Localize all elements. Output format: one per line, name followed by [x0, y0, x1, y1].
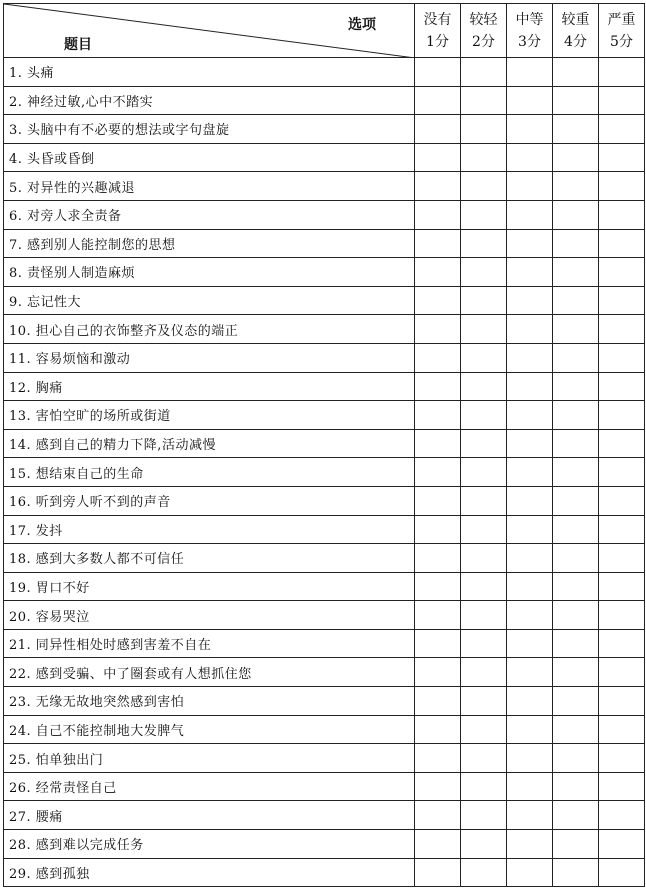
question-text: 27. 腰痛	[4, 801, 415, 830]
rating-cell-mild[interactable]	[461, 86, 507, 115]
rating-cell-moderate[interactable]	[507, 115, 553, 144]
rating-cell-extreme[interactable]	[599, 200, 645, 229]
rating-cell-moderate[interactable]	[507, 772, 553, 801]
symptom-rating-table	[3, 3, 645, 887]
rating-cell-mild[interactable]	[461, 58, 507, 87]
question-text: 15. 想结束自己的生命	[4, 458, 415, 487]
option-name: 较轻	[469, 11, 498, 28]
rating-cell-mild[interactable]	[461, 172, 507, 201]
rating-cell-extreme[interactable]	[599, 515, 645, 544]
rating-cell-mild[interactable]	[461, 629, 507, 658]
question-text: 12. 胸痛	[4, 372, 415, 401]
table-row	[4, 143, 645, 172]
rating-cell-none[interactable]	[415, 801, 461, 830]
table-row	[4, 58, 645, 87]
rating-cell-extreme[interactable]	[599, 715, 645, 744]
table-row	[4, 601, 645, 630]
question-text: 25. 怕单独出门	[4, 744, 415, 773]
rating-cell-mild[interactable]	[461, 372, 507, 401]
option-score: 2分	[472, 33, 495, 50]
question-text: 8. 责怪别人制造麻烦	[4, 258, 415, 287]
question-text: 21. 同异性相处时感到害羞不自在	[4, 629, 415, 658]
table-row	[4, 200, 645, 229]
table-row	[4, 629, 645, 658]
rating-cell-none[interactable]	[415, 515, 461, 544]
table-row	[4, 258, 645, 287]
question-text: 26. 经常责怪自己	[4, 772, 415, 801]
table-row	[4, 830, 645, 859]
rating-cell-mild[interactable]	[461, 515, 507, 544]
rating-cell-mild[interactable]	[461, 229, 507, 258]
option-name: 没有	[423, 11, 452, 28]
rating-cell-mild[interactable]	[461, 458, 507, 487]
question-text: 7. 感到别人能控制您的思想	[4, 229, 415, 258]
rating-cell-none[interactable]	[415, 744, 461, 773]
table-row	[4, 515, 645, 544]
rating-cell-none[interactable]	[415, 458, 461, 487]
rating-cell-mild[interactable]	[461, 687, 507, 716]
question-text: 28. 感到难以完成任务	[4, 830, 415, 859]
table-row	[4, 572, 645, 601]
rating-cell-mild[interactable]	[461, 343, 507, 372]
option-header-none	[415, 4, 461, 58]
rating-cell-moderate[interactable]	[507, 343, 553, 372]
question-rows	[4, 58, 645, 887]
rating-cell-mild[interactable]	[461, 772, 507, 801]
rating-cell-severe[interactable]	[553, 658, 599, 687]
rating-cell-severe[interactable]	[553, 601, 599, 630]
rating-cell-moderate[interactable]	[507, 858, 553, 887]
table-row	[4, 229, 645, 258]
rating-cell-none[interactable]	[415, 601, 461, 630]
rating-cell-moderate[interactable]	[507, 629, 553, 658]
rating-cell-none[interactable]	[415, 143, 461, 172]
rating-cell-mild[interactable]	[461, 200, 507, 229]
rating-cell-severe[interactable]	[553, 772, 599, 801]
question-text: 29. 感到孤独	[4, 858, 415, 887]
rating-cell-extreme[interactable]	[599, 629, 645, 658]
items-header-label: 题目	[64, 37, 92, 53]
rating-cell-extreme[interactable]	[599, 315, 645, 344]
rating-cell-mild[interactable]	[461, 286, 507, 315]
rating-cell-none[interactable]	[415, 200, 461, 229]
rating-cell-mild[interactable]	[461, 801, 507, 830]
rating-cell-moderate[interactable]	[507, 286, 553, 315]
question-text: 22. 感到受骗、中了圈套或有人想抓住您	[4, 658, 415, 687]
rating-cell-severe[interactable]	[553, 515, 599, 544]
rating-cell-moderate[interactable]	[507, 544, 553, 573]
option-name: 严重	[607, 11, 636, 28]
rating-cell-severe[interactable]	[553, 458, 599, 487]
rating-cell-none[interactable]	[415, 658, 461, 687]
question-text: 20. 容易哭泣	[4, 601, 415, 630]
option-name: 较重	[561, 11, 590, 28]
table-row	[4, 458, 645, 487]
rating-cell-severe[interactable]	[553, 372, 599, 401]
rating-cell-none[interactable]	[415, 572, 461, 601]
question-text: 19. 胃口不好	[4, 572, 415, 601]
rating-cell-none[interactable]	[415, 687, 461, 716]
rating-cell-moderate[interactable]	[507, 143, 553, 172]
rating-cell-severe[interactable]	[553, 572, 599, 601]
rating-cell-mild[interactable]	[461, 143, 507, 172]
table-row	[4, 715, 645, 744]
rating-cell-extreme[interactable]	[599, 229, 645, 258]
rating-cell-severe[interactable]	[553, 801, 599, 830]
rating-cell-severe[interactable]	[553, 115, 599, 144]
rating-cell-mild[interactable]	[461, 858, 507, 887]
rating-cell-moderate[interactable]	[507, 401, 553, 430]
rating-cell-severe[interactable]	[553, 687, 599, 716]
rating-cell-moderate[interactable]	[507, 801, 553, 830]
rating-cell-mild[interactable]	[461, 715, 507, 744]
rating-cell-mild[interactable]	[461, 115, 507, 144]
option-score: 3分	[518, 33, 541, 50]
rating-cell-moderate[interactable]	[507, 830, 553, 859]
rating-cell-none[interactable]	[415, 715, 461, 744]
rating-cell-moderate[interactable]	[507, 315, 553, 344]
question-text: 10. 担心自己的衣饰整齐及仪态的端正	[4, 315, 415, 344]
option-name: 中等	[515, 11, 544, 28]
rating-cell-moderate[interactable]	[507, 200, 553, 229]
rating-cell-mild[interactable]	[461, 486, 507, 515]
rating-cell-none[interactable]	[415, 858, 461, 887]
table-row	[4, 858, 645, 887]
rating-cell-extreme[interactable]	[599, 830, 645, 859]
question-text: 17. 发抖	[4, 515, 415, 544]
option-header-severe	[553, 4, 599, 58]
rating-cell-moderate[interactable]	[507, 658, 553, 687]
rating-cell-extreme[interactable]	[599, 343, 645, 372]
rating-cell-extreme[interactable]	[599, 801, 645, 830]
option-score: 5分	[610, 33, 633, 50]
rating-cell-extreme[interactable]	[599, 86, 645, 115]
question-text: 6. 对旁人求全责备	[4, 200, 415, 229]
rating-cell-none[interactable]	[415, 286, 461, 315]
rating-cell-severe[interactable]	[553, 486, 599, 515]
rating-cell-moderate[interactable]	[507, 372, 553, 401]
header-row	[4, 4, 645, 58]
rating-cell-severe[interactable]	[553, 315, 599, 344]
rating-cell-mild[interactable]	[461, 544, 507, 573]
rating-cell-extreme[interactable]	[599, 115, 645, 144]
rating-cell-moderate[interactable]	[507, 429, 553, 458]
question-text: 24. 自己不能控制地大发脾气	[4, 715, 415, 744]
rating-cell-mild[interactable]	[461, 744, 507, 773]
rating-cell-moderate[interactable]	[507, 229, 553, 258]
rating-cell-mild[interactable]	[461, 601, 507, 630]
question-text: 11. 容易烦恼和激动	[4, 343, 415, 372]
rating-cell-extreme[interactable]	[599, 286, 645, 315]
rating-cell-extreme[interactable]	[599, 458, 645, 487]
option-header-moderate	[507, 4, 553, 58]
rating-cell-severe[interactable]	[553, 429, 599, 458]
rating-cell-severe[interactable]	[553, 172, 599, 201]
rating-cell-moderate[interactable]	[507, 86, 553, 115]
rating-cell-none[interactable]	[415, 343, 461, 372]
rating-cell-moderate[interactable]	[507, 572, 553, 601]
table-row	[4, 744, 645, 773]
question-text: 4. 头昏或昏倒	[4, 143, 415, 172]
options-header-label: 选项	[348, 17, 376, 33]
rating-cell-severe[interactable]	[553, 143, 599, 172]
rating-cell-extreme[interactable]	[599, 429, 645, 458]
rating-cell-none[interactable]	[415, 229, 461, 258]
rating-cell-extreme[interactable]	[599, 544, 645, 573]
rating-cell-severe[interactable]	[553, 401, 599, 430]
rating-cell-moderate[interactable]	[507, 515, 553, 544]
rating-cell-none[interactable]	[415, 172, 461, 201]
rating-cell-none[interactable]	[415, 258, 461, 287]
question-text: 16. 听到旁人听不到的声音	[4, 486, 415, 515]
rating-cell-moderate[interactable]	[507, 715, 553, 744]
rating-cell-none[interactable]	[415, 401, 461, 430]
table-row	[4, 286, 645, 315]
table-row	[4, 115, 645, 144]
rating-cell-severe[interactable]	[553, 715, 599, 744]
table-row	[4, 544, 645, 573]
table-row	[4, 801, 645, 830]
option-header-extreme	[599, 4, 645, 58]
rating-cell-mild[interactable]	[461, 315, 507, 344]
question-text: 9. 忘记性大	[4, 286, 415, 315]
table-row	[4, 372, 645, 401]
rating-cell-severe[interactable]	[553, 229, 599, 258]
rating-cell-extreme[interactable]	[599, 772, 645, 801]
diagonal-header-cell	[4, 4, 415, 58]
rating-cell-extreme[interactable]	[599, 744, 645, 773]
rating-cell-severe[interactable]	[553, 858, 599, 887]
table-row	[4, 401, 645, 430]
rating-cell-severe[interactable]	[553, 343, 599, 372]
rating-cell-moderate[interactable]	[507, 687, 553, 716]
rating-cell-moderate[interactable]	[507, 744, 553, 773]
rating-cell-moderate[interactable]	[507, 486, 553, 515]
rating-cell-severe[interactable]	[553, 200, 599, 229]
table-row	[4, 486, 645, 515]
rating-cell-extreme[interactable]	[599, 401, 645, 430]
rating-cell-extreme[interactable]	[599, 658, 645, 687]
rating-cell-none[interactable]	[415, 115, 461, 144]
rating-cell-severe[interactable]	[553, 744, 599, 773]
rating-cell-extreme[interactable]	[599, 486, 645, 515]
rating-cell-extreme[interactable]	[599, 172, 645, 201]
option-header-mild	[461, 4, 507, 58]
rating-cell-severe[interactable]	[553, 286, 599, 315]
rating-cell-moderate[interactable]	[507, 601, 553, 630]
rating-cell-severe[interactable]	[553, 58, 599, 87]
rating-cell-none[interactable]	[415, 58, 461, 87]
question-text: 23. 无缘无故地突然感到害怕	[4, 687, 415, 716]
rating-cell-moderate[interactable]	[507, 172, 553, 201]
rating-cell-extreme[interactable]	[599, 858, 645, 887]
question-text: 14. 感到自己的精力下降,活动减慢	[4, 429, 415, 458]
rating-cell-mild[interactable]	[461, 572, 507, 601]
question-text: 3. 头脑中有不必要的想法或字句盘旋	[4, 115, 415, 144]
table-row	[4, 343, 645, 372]
rating-cell-none[interactable]	[415, 86, 461, 115]
rating-cell-mild[interactable]	[461, 258, 507, 287]
rating-cell-mild[interactable]	[461, 658, 507, 687]
rating-cell-extreme[interactable]	[599, 572, 645, 601]
rating-cell-severe[interactable]	[553, 629, 599, 658]
rating-cell-severe[interactable]	[553, 830, 599, 859]
rating-cell-none[interactable]	[415, 372, 461, 401]
rating-cell-severe[interactable]	[553, 86, 599, 115]
rating-cell-none[interactable]	[415, 629, 461, 658]
question-text: 5. 对异性的兴趣减退	[4, 172, 415, 201]
rating-cell-mild[interactable]	[461, 830, 507, 859]
rating-cell-none[interactable]	[415, 830, 461, 859]
table-row	[4, 658, 645, 687]
rating-cell-extreme[interactable]	[599, 687, 645, 716]
rating-cell-none[interactable]	[415, 429, 461, 458]
rating-cell-moderate[interactable]	[507, 58, 553, 87]
rating-cell-extreme[interactable]	[599, 58, 645, 87]
rating-cell-extreme[interactable]	[599, 372, 645, 401]
rating-cell-mild[interactable]	[461, 401, 507, 430]
rating-cell-mild[interactable]	[461, 429, 507, 458]
question-text: 2. 神经过敏,心中不踏实	[4, 86, 415, 115]
table-row	[4, 86, 645, 115]
rating-cell-none[interactable]	[415, 544, 461, 573]
question-text: 1. 头痛	[4, 58, 415, 87]
table-row	[4, 172, 645, 201]
rating-cell-none[interactable]	[415, 486, 461, 515]
rating-cell-extreme[interactable]	[599, 601, 645, 630]
table-row	[4, 429, 645, 458]
question-text: 13. 害怕空旷的场所或街道	[4, 401, 415, 430]
rating-cell-none[interactable]	[415, 772, 461, 801]
option-score: 4分	[564, 33, 587, 50]
table-row	[4, 687, 645, 716]
question-text: 18. 感到大多数人都不可信任	[4, 544, 415, 573]
rating-cell-moderate[interactable]	[507, 258, 553, 287]
rating-cell-none[interactable]	[415, 315, 461, 344]
rating-cell-severe[interactable]	[553, 544, 599, 573]
table-row	[4, 772, 645, 801]
rating-cell-severe[interactable]	[553, 258, 599, 287]
rating-cell-extreme[interactable]	[599, 143, 645, 172]
option-score: 1分	[426, 33, 449, 50]
rating-cell-moderate[interactable]	[507, 458, 553, 487]
table-row	[4, 315, 645, 344]
rating-cell-extreme[interactable]	[599, 258, 645, 287]
